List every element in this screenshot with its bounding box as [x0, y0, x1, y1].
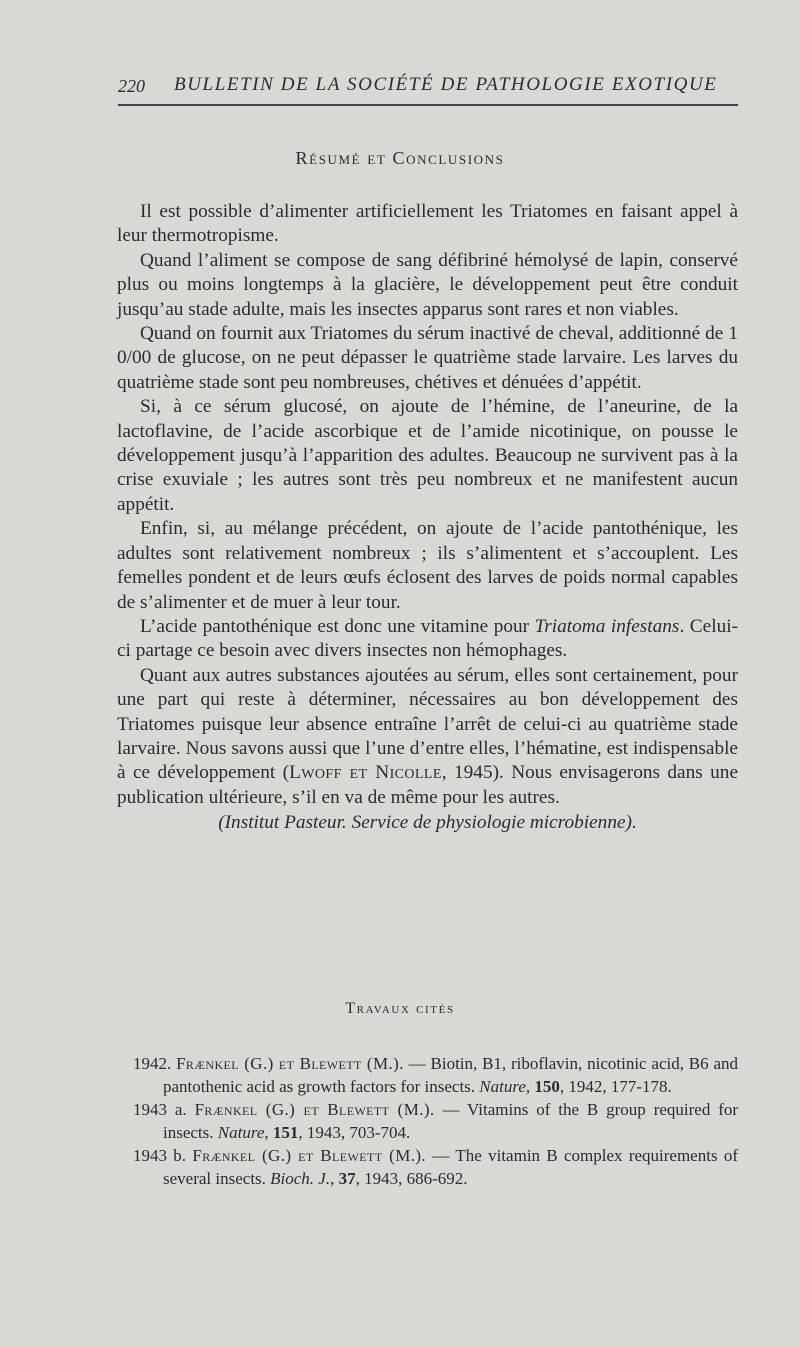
paragraph: Si, à ce sérum glucosé, on ajoute de l’hémine, de l’aneurine, de la lactoflavine, de l’acide ascorbique et de l’amide nicotinique, on pousse le développement jusqu’à l’apparition des adultes. Beaucoup ne survivent pas à la crise exuviale ; les autres sont très peu nombreux et ne manifestent aucun appétit.: [117, 396, 738, 515]
ref-volume: 150: [534, 1076, 560, 1096]
ref-journal: Bioch. J.: [270, 1168, 331, 1188]
reference-item: 1942. Frænkel (G.) et Blewett (M.). — Biotin, B1, riboflavin, nicotinic acid, B6 and pantothenic acid as growth factors for insects. Nature, 150, 1942, 177-178.: [133, 1054, 739, 1096]
ref-volume: 151: [272, 1122, 299, 1142]
ref-journal: Nature: [217, 1122, 265, 1142]
ref-volume: 37: [338, 1168, 356, 1188]
ref-pages: , 1943, 703-704.: [298, 1122, 411, 1142]
text-run: Quant aux autres substances ajoutées au sérum, elles sont certainement, pour une part qui reste à déterminer, nécessaires au bon développement des Triatomes puisque leur absence entraîne l’arrêt de celui-ci au quatrième stade larvaire. Nous savons aussi que l’une d’entre elles, l’hématine, est indispensable à ce développement (: [117, 664, 738, 784]
affiliation: (Institut Pasteur. Service de physiologie microbienne).: [218, 812, 637, 834]
ref-authors: Frænkel (G.) et Blewett (M.).: [192, 1146, 427, 1165]
running-title: BULLETIN DE LA SOCIÉTÉ DE PATHOLOGIE EXOTIQUE: [174, 74, 718, 95]
citation-authors: Lwoff et Nicolle: [289, 762, 442, 784]
ref-pages: , 1943, 686-692.: [355, 1168, 468, 1188]
ref-text: — The vitamin B complex requirements of several insects.: [163, 1146, 739, 1188]
header-rule: [118, 104, 738, 106]
paragraph: Quand l’aliment se compose de sang défibriné hémolysé de lapin, conservé plus ou moins longtemps à la glacière, le développement peut être conduit jusqu’au stade adulte, mais les insectes apparus sont rares et non viables.: [117, 249, 738, 320]
species-name: Triatoma infestans: [534, 615, 680, 637]
page-header: [118, 74, 738, 100]
text-run: . Celui-ci partage ce besoin avec divers insectes non hémophages.: [117, 615, 739, 662]
paragraph: [117, 664, 738, 810]
ref-year: 1943 a.: [133, 1100, 187, 1119]
ref-year: 1943 b.: [133, 1146, 187, 1165]
ref-text: — Vitamins of the B group required for insects.: [163, 1100, 739, 1142]
paragraph: Il est possible d’alimenter artificiellement les Triatomes en faisant appel à leur thermotropisme.: [117, 201, 738, 247]
summary-title: Résumé et Conclusions: [295, 148, 505, 168]
reference-list: [133, 1053, 738, 1191]
paragraph: [117, 615, 738, 664]
paragraph: Quand on fournit aux Triatomes du sérum inactivé de cheval, additionné de 1 0/00 de glucose, on ne peut dépasser le quatrième stade larvaire. Les larves du quatrième stade sont peu nombreuses, chétives et dénuées d’appétit.: [117, 323, 738, 393]
ref-text: — Biotin, B1, riboflavin, nicotinic acid, B6 and pantothenic acid as growth factors for insects.: [163, 1054, 739, 1096]
paragraph: Enfin, si, au mélange précédent, on ajoute de l’acide pantothénique, les adultes sont relativement nombreux ; ils s’alimentent et s’accouplent. Les femelles pondent et de leurs œufs éclosent des larves de poids normal capables de s’alimenter et de muer à leur tour.: [117, 518, 738, 613]
page-number: 220: [118, 76, 145, 96]
ref-pages: , 1942, 177-178.: [559, 1076, 672, 1096]
ref-authors: Frænkel (G.) et Blewett (M.).: [194, 1100, 435, 1119]
text-run: L’acide pantothénique est donc une vitamine pour: [140, 615, 535, 637]
references-title: Travaux cités: [345, 1000, 455, 1017]
ref-authors: Frænkel (G.) et Blewett (M.).: [176, 1054, 404, 1073]
reference-item: 1943 a. Frænkel (G.) et Blewett (M.). — Vitamins of the B group required for insects. Nature, 151, 1943, 703-704.: [133, 1100, 739, 1142]
ref-journal: Nature: [479, 1076, 526, 1096]
ref-year: 1942.: [133, 1054, 172, 1073]
text-run: , 1945). Nous envisagerons dans une publication ultérieure, s’il en va de même pour les autres.: [117, 762, 739, 808]
summary-body: [117, 200, 738, 836]
reference-item: 1943 b. Frænkel (G.) et Blewett (M.). — The vitamin B complex requirements of several insects. Bioch. J., 37, 1943, 686-692.: [133, 1146, 739, 1188]
